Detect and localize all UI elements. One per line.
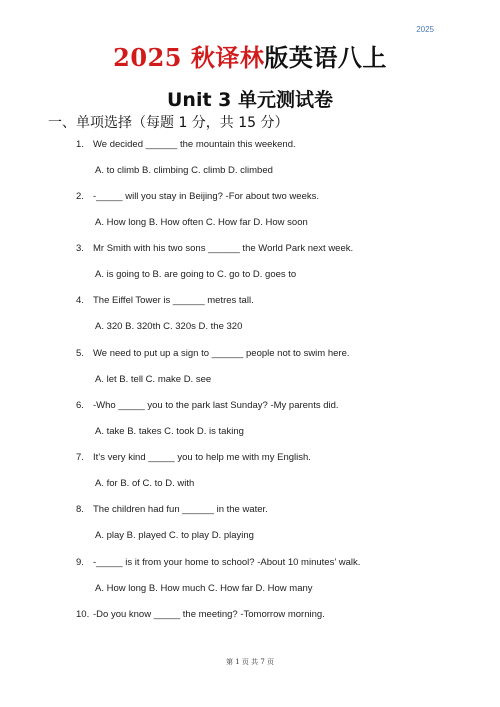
question-2 xyxy=(76,191,319,202)
question-number: 5. xyxy=(76,348,84,359)
question-6 xyxy=(76,400,339,411)
question-4 xyxy=(76,295,254,306)
question-5 xyxy=(76,348,350,359)
question-5-options: A. let B. tell C. make D. see xyxy=(95,374,212,385)
question-text: Mr Smith with his two sons ______ the World Park next week. xyxy=(93,243,354,254)
title-year: 2025 xyxy=(113,43,182,72)
question-4-options: A. 320 B. 320th C. 320s D. the 320 xyxy=(95,321,243,332)
question-text: The Eiffel Tower is ______ metres tall. xyxy=(93,295,254,306)
question-8-options: A. play B. played C. to play D. playing xyxy=(95,530,254,541)
question-number: 1. xyxy=(76,139,84,150)
question-number: 8. xyxy=(76,504,84,515)
question-7-options: A. for B. of C. to D. with xyxy=(95,478,195,489)
question-6-options: A. take B. takes C. took D. is taking xyxy=(95,426,244,437)
question-9-options: A. How long B. How much C. How far D. How many xyxy=(95,583,313,594)
question-text: -_____ is it from your home to school? -About 10 minutes’ walk. xyxy=(93,557,361,568)
question-number: 6. xyxy=(76,400,84,411)
question-number: 3. xyxy=(76,243,84,254)
question-text: We need to put up a sign to ______ people not to swim here. xyxy=(93,348,350,359)
question-10 xyxy=(76,609,325,620)
question-8 xyxy=(76,504,268,515)
unit-title: Unit 3 单元测试卷 xyxy=(167,89,333,111)
question-text: -Do you know _____ the meeting? -Tomorrow morning. xyxy=(93,609,325,620)
question-text: We decided ______ the mountain this weekend. xyxy=(93,139,296,150)
question-3 xyxy=(76,243,353,254)
question-number: 7. xyxy=(76,452,84,463)
title-rest: 版英语八上 xyxy=(264,43,387,72)
question-2-options: A. How long B. How often C. How far D. How soon xyxy=(95,217,308,228)
question-text: -_____ will you stay in Beijing? -For about two weeks. xyxy=(93,191,320,202)
corner-year: 2025 xyxy=(416,25,434,34)
question-number: 10. xyxy=(76,609,90,620)
section-heading: 一、单项选择（每题 1 分，共 15 分） xyxy=(48,115,289,131)
document-title xyxy=(0,38,500,73)
question-number: 2. xyxy=(76,191,84,202)
question-7 xyxy=(76,452,311,463)
title-edition: 秋译林 xyxy=(190,43,265,72)
question-text: The children had fun ______ in the water. xyxy=(93,504,268,515)
question-1 xyxy=(76,139,296,150)
question-3-options: A. is going to B. are going to C. go to D. goes to xyxy=(95,269,297,280)
question-text: It’s very kind _____ you to help me with my English. xyxy=(93,452,311,463)
page-footer: 第 1 页 共 7 页 xyxy=(225,658,275,666)
question-number: 9. xyxy=(76,557,84,568)
question-number: 4. xyxy=(76,295,84,306)
question-text: -Who _____ you to the park last Sunday? -My parents did. xyxy=(93,400,339,411)
question-1-options: A. to climb B. climbing C. climb D. climbed xyxy=(95,165,273,176)
question-9 xyxy=(76,557,360,568)
